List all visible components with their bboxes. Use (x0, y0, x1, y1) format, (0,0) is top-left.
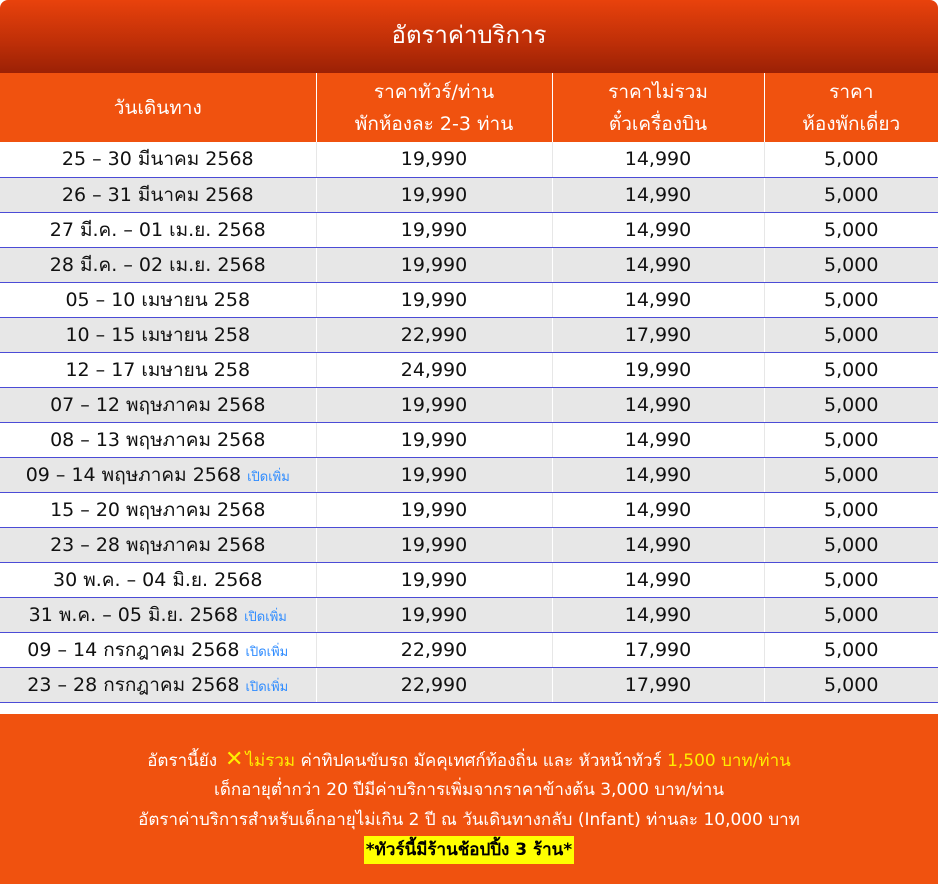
cell-date (0, 177, 316, 212)
table-header-row (0, 73, 938, 142)
cell-no-flight-price: 17,990 (552, 667, 764, 702)
table-row (0, 387, 938, 422)
cell-date (0, 527, 316, 562)
cell-no-flight-price: 14,990 (552, 457, 764, 492)
cell-single-room-price: 5,000 (764, 142, 938, 177)
table-row (0, 597, 938, 632)
cell-tour-price: 22,990 (316, 317, 552, 352)
cell-tour-price: 19,990 (316, 142, 552, 177)
page-title: อัตราค่าบริการ (0, 0, 938, 73)
cell-single-room-price: 5,000 (764, 527, 938, 562)
footer-tip-text: ค่าทิปคนขับรถ มัคคุเทศก์ท้องถิ่น และ หัวหน้าทัวร์ (300, 751, 662, 771)
date-text: 05 – 10 เมษายน 258 (65, 288, 251, 311)
cell-tour-price: 19,990 (316, 492, 552, 527)
extra-departure-badge: เปิดเพิ่ม (245, 644, 289, 660)
cell-single-room-price: 5,000 (764, 212, 938, 247)
cell-date (0, 247, 316, 282)
cell-no-flight-price: 19,990 (552, 352, 764, 387)
header-single-room (764, 73, 938, 142)
cell-tour-price: 24,990 (316, 352, 552, 387)
header-tour-price-line2: พักห้องละ 2-3 ท่าน (354, 112, 514, 135)
cell-date (0, 282, 316, 317)
header-tour-price (316, 73, 552, 142)
cell-single-room-price: 5,000 (764, 387, 938, 422)
extra-departure-badge: เปิดเพิ่ม (244, 609, 287, 625)
cell-no-flight-price: 17,990 (552, 317, 764, 352)
cell-single-room-price: 5,000 (764, 422, 938, 457)
date-text: 27 มี.ค. – 01 เม.ย. 2568 (49, 218, 266, 241)
cell-single-room-price: 5,000 (764, 352, 938, 387)
date-text: 26 – 31 มีนาคม 2568 (61, 183, 254, 206)
table-row (0, 142, 938, 177)
table-row (0, 212, 938, 247)
date-text: 23 – 28 พฤษภาคม 2568 (50, 533, 266, 556)
date-text: 09 – 14 กรกฎาคม 2568 (27, 638, 240, 661)
cell-tour-price: 19,990 (316, 387, 552, 422)
shopping-highlight: *ทัวร์นี้มีร้านช้อปปิ้ง 3 ร้าน* (364, 836, 574, 864)
footer-prefix: อัตรานี้ยัง (147, 751, 218, 771)
header-single-line2: ห้องพักเดี่ยว (802, 112, 901, 135)
cell-date (0, 387, 316, 422)
cell-date (0, 667, 316, 702)
header-no-flight-price (552, 73, 764, 142)
cell-tour-price: 19,990 (316, 457, 552, 492)
cell-date (0, 422, 316, 457)
cell-single-room-price: 5,000 (764, 632, 938, 667)
table-row (0, 527, 938, 562)
cell-no-flight-price: 14,990 (552, 492, 764, 527)
date-text: 31 พ.ค. – 05 มิ.ย. 2568 (28, 603, 239, 626)
footer-tip-amount: 1,500 บาท/ท่าน (667, 751, 791, 771)
cell-no-flight-price: 14,990 (552, 282, 764, 317)
cell-date (0, 212, 316, 247)
cell-single-room-price: 5,000 (764, 562, 938, 597)
table-row (0, 177, 938, 212)
rate-table (0, 73, 938, 703)
cell-date (0, 317, 316, 352)
table-row (0, 352, 938, 387)
cell-no-flight-price: 17,990 (552, 632, 764, 667)
date-text: 12 – 17 เมษายน 258 (65, 358, 251, 381)
header-tour-price-line1: ราคาทัวร์/ท่าน (373, 80, 495, 103)
table-row (0, 457, 938, 492)
cell-tour-price: 19,990 (316, 247, 552, 282)
cell-date (0, 352, 316, 387)
footer-excluded: ไม่รวม (245, 751, 296, 771)
cell-tour-price: 19,990 (316, 422, 552, 457)
cell-single-room-price: 5,000 (764, 597, 938, 632)
cell-tour-price: 19,990 (316, 562, 552, 597)
cell-tour-price: 19,990 (316, 527, 552, 562)
cell-no-flight-price: 14,990 (552, 387, 764, 422)
date-text: 23 – 28 กรกฎาคม 2568 (27, 673, 240, 696)
footer-line-shopping (0, 835, 938, 865)
footer-line-exclusions (0, 745, 938, 775)
cell-date (0, 492, 316, 527)
footer-line-child: เด็กอายุต่ำกว่า 20 ปีมีค่าบริการเพิ่มจากราคาข้างต้น 3,000 บาท/ท่าน (214, 780, 724, 800)
cell-tour-price: 22,990 (316, 632, 552, 667)
table-row (0, 282, 938, 317)
date-text: 07 – 12 พฤษภาคม 2568 (50, 393, 266, 416)
header-date-label: วันเดินทาง (113, 96, 202, 119)
cell-date (0, 562, 316, 597)
header-no-flight-line2: ตั๋วเครื่องบิน (608, 112, 708, 135)
date-text: 25 – 30 มีนาคม 2568 (61, 148, 254, 171)
cell-single-room-price: 5,000 (764, 247, 938, 282)
date-text: 08 – 13 พฤษภาคม 2568 (50, 428, 266, 451)
date-text: 30 พ.ค. – 04 มิ.ย. 2568 (53, 568, 263, 591)
extra-departure-badge: เปิดเพิ่ม (245, 679, 289, 695)
cell-no-flight-price: 14,990 (552, 247, 764, 282)
cell-no-flight-price: 14,990 (552, 597, 764, 632)
table-row (0, 667, 938, 702)
cell-date (0, 597, 316, 632)
cell-tour-price: 19,990 (316, 282, 552, 317)
header-date (0, 73, 316, 142)
table-row (0, 422, 938, 457)
cell-tour-price: 19,990 (316, 212, 552, 247)
table-row (0, 632, 938, 667)
cell-single-room-price: 5,000 (764, 177, 938, 212)
date-text: 28 มี.ค. – 02 เม.ย. 2568 (49, 253, 266, 276)
cell-single-room-price: 5,000 (764, 667, 938, 702)
header-no-flight-line1: ราคาไม่รวม (608, 80, 708, 103)
cell-date (0, 142, 316, 177)
cell-single-room-price: 5,000 (764, 317, 938, 352)
cell-single-room-price: 5,000 (764, 282, 938, 317)
cell-no-flight-price: 14,990 (552, 177, 764, 212)
rate-table-body (0, 142, 938, 702)
cell-no-flight-price: 14,990 (552, 422, 764, 457)
cell-no-flight-price: 14,990 (552, 212, 764, 247)
cell-tour-price: 19,990 (316, 177, 552, 212)
table-row (0, 247, 938, 282)
footer-line-infant: อัตราค่าบริการสำหรับเด็กอายุไม่เกิน 2 ปี ณ วันเดินทางกลับ (Infant) ท่านละ 10,000 บาท (138, 810, 800, 830)
x-mark-icon: ✕ (225, 747, 244, 772)
date-text: 10 – 15 เมษายน 258 (65, 323, 251, 346)
cell-single-room-price: 5,000 (764, 457, 938, 492)
conditions-footer (0, 714, 938, 884)
cell-date (0, 632, 316, 667)
cell-tour-price: 19,990 (316, 597, 552, 632)
cell-no-flight-price: 14,990 (552, 562, 764, 597)
table-row (0, 492, 938, 527)
cell-no-flight-price: 14,990 (552, 142, 764, 177)
table-row (0, 562, 938, 597)
header-single-line1: ราคา (829, 80, 874, 103)
cell-tour-price: 22,990 (316, 667, 552, 702)
cell-no-flight-price: 14,990 (552, 527, 764, 562)
date-text: 15 – 20 พฤษภาคม 2568 (50, 498, 266, 521)
cell-single-room-price: 5,000 (764, 492, 938, 527)
cell-date (0, 457, 316, 492)
table-row (0, 317, 938, 352)
extra-departure-badge: เปิดเพิ่ม (247, 469, 290, 485)
date-text: 09 – 14 พฤษภาคม 2568 (25, 463, 242, 486)
